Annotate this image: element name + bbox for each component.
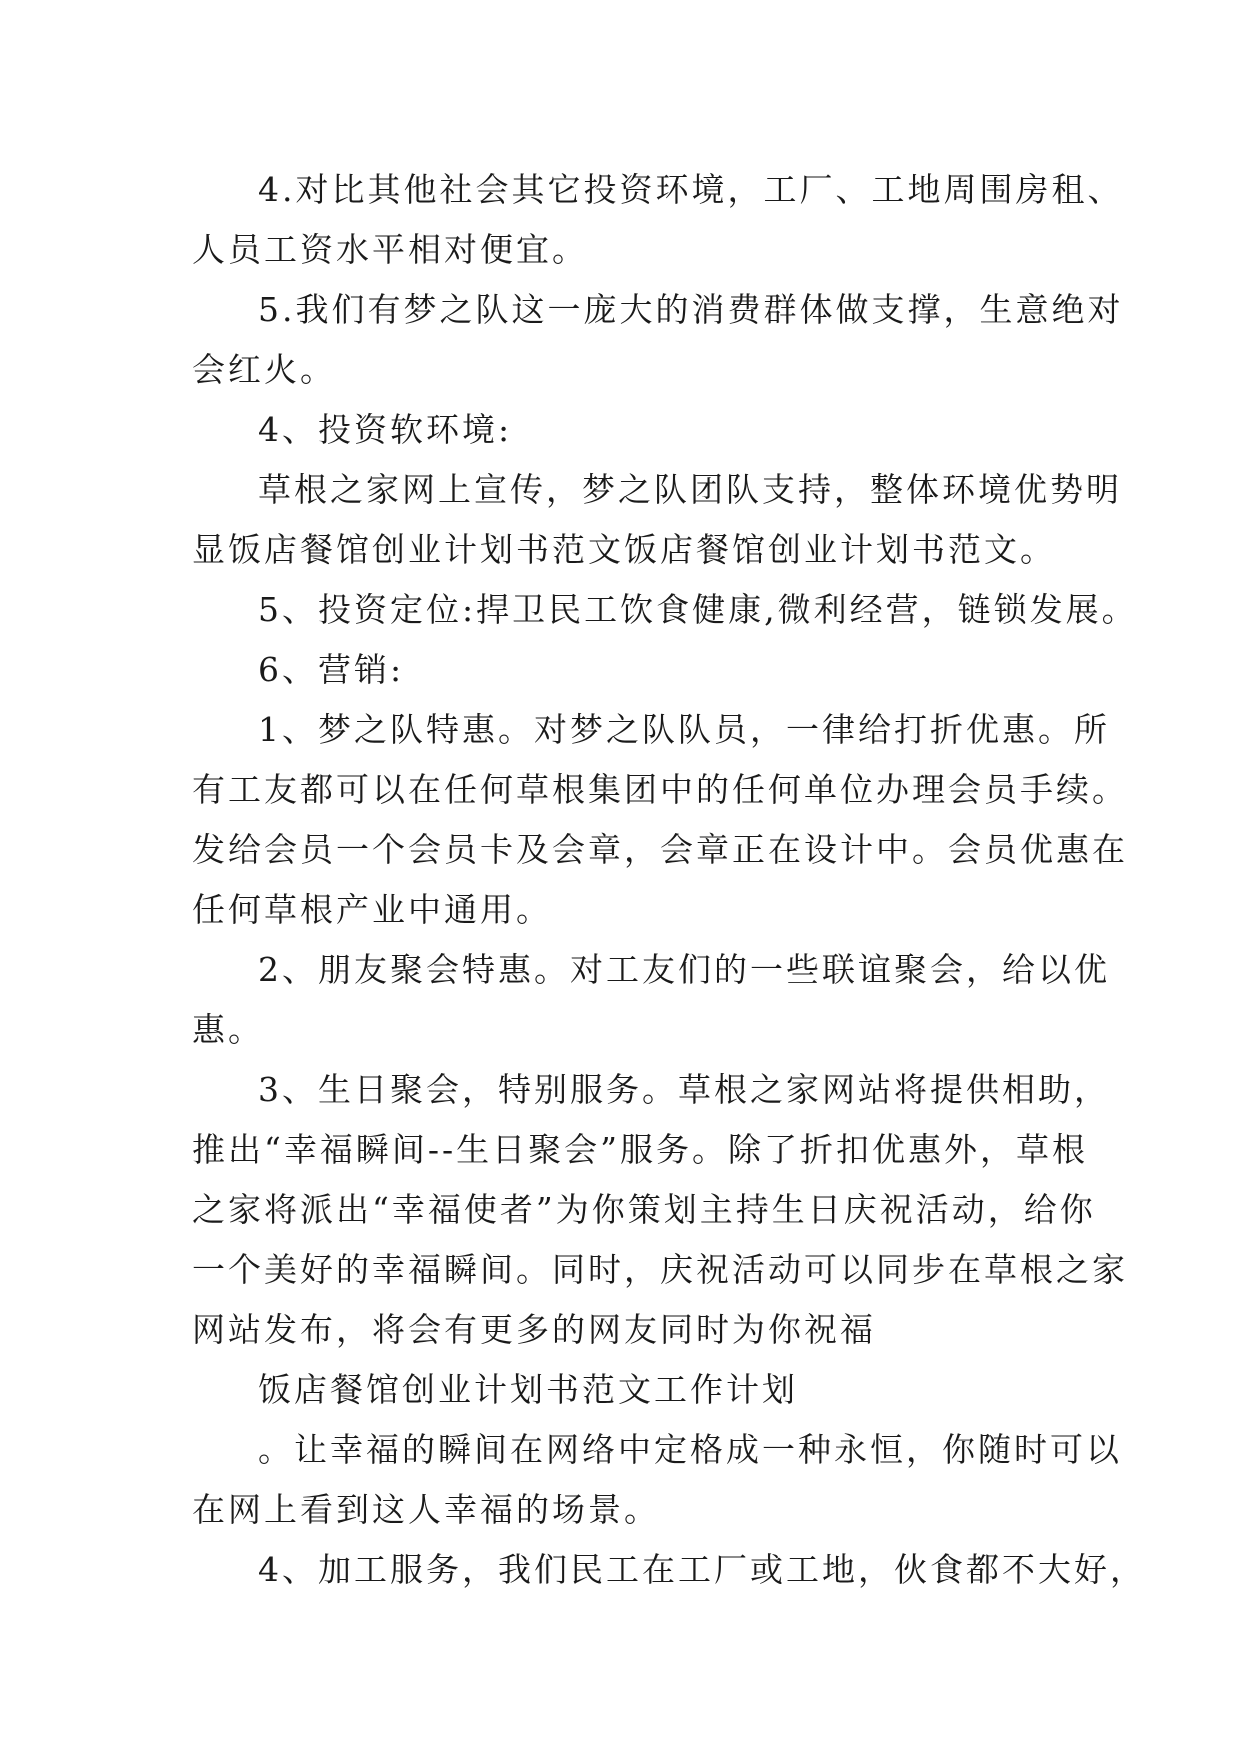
text-line: 2、朋友聚会特惠。对工友们的一些联谊聚会，给以优 bbox=[258, 950, 1110, 989]
text-line: 惠。 bbox=[192, 1010, 264, 1049]
text-line: 发给会员一个会员卡及会章，会章正在设计中。会员优惠在 bbox=[192, 830, 1128, 869]
text-line: 在网上看到这人幸福的场景。 bbox=[192, 1490, 660, 1529]
text-line: 5.我们有梦之队这一庞大的消费群体做支撑，生意绝对 bbox=[258, 290, 1124, 329]
text-line: 推出“幸福瞬间--生日聚会”服务。除了折扣优惠外，草根 bbox=[192, 1130, 1089, 1169]
text-line: 4、加工服务，我们民工在工厂或工地，伙食都不大好， bbox=[258, 1550, 1146, 1589]
section-heading: 5、投资定位:捍卫民工饮食健康,微利经营，链锁发展。 bbox=[258, 590, 1138, 629]
text-line: 人员工资水平相对便宜。 bbox=[192, 230, 588, 269]
text-line: 网站发布，将会有更多的网友同时为你祝福 bbox=[192, 1310, 876, 1349]
section-heading: 6、营销: bbox=[258, 650, 405, 689]
text-line: 1、梦之队特惠。对梦之队队员，一律给打折优惠。所 bbox=[258, 710, 1110, 749]
text-line: 会红火。 bbox=[192, 350, 336, 389]
text-line: 4.对比其他社会其它投资环境，工厂、工地周围房租、 bbox=[258, 170, 1124, 209]
text-line: 一个美好的幸福瞬间。同时，庆祝活动可以同步在草根之家 bbox=[192, 1250, 1128, 1289]
text-line: 显饭店餐馆创业计划书范文饭店餐馆创业计划书范文。 bbox=[192, 530, 1056, 569]
text-line: 。让幸福的瞬间在网络中定格成一种永恒，你随时可以 bbox=[258, 1430, 1122, 1469]
text-line: 有工友都可以在任何草根集团中的任何单位办理会员手续。 bbox=[192, 770, 1128, 809]
section-heading: 4、投资软环境: bbox=[258, 410, 513, 449]
text-line: 饭店餐馆创业计划书范文工作计划 bbox=[258, 1370, 798, 1409]
text-line: 之家将派出“幸福使者”为你策划主持生日庆祝活动，给你 bbox=[192, 1190, 1096, 1229]
text-line: 3、生日聚会，特别服务。草根之家网站将提供相助， bbox=[258, 1070, 1110, 1109]
document-body bbox=[192, 160, 1146, 1600]
text-line: 任何草根产业中通用。 bbox=[192, 890, 552, 929]
text-line: 草根之家网上宣传，梦之队团队支持，整体环境优势明 bbox=[258, 470, 1122, 509]
